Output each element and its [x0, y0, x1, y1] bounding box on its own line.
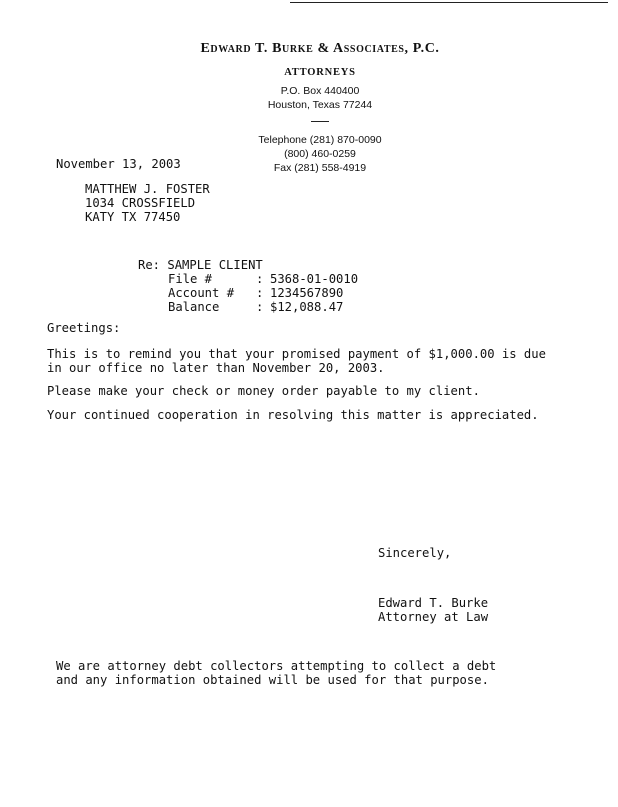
reference-row-colon: : — [256, 272, 264, 286]
disclaimer-line-2: and any information obtained will be used for that purpose. — [56, 673, 489, 687]
firm-subtitle: ATTORNEYS — [284, 67, 356, 78]
firm-toll-free: (800) 460-0259 — [284, 148, 356, 160]
reference-row-value: 1234567890 — [270, 286, 344, 300]
letter-date: November 13, 2003 — [56, 157, 181, 171]
valediction: Sincerely, — [378, 546, 452, 560]
body-paragraph-3: Your continued cooperation in resolving this matter is appreciated. — [47, 408, 539, 422]
reference-row-value: $12,088.47 — [270, 300, 344, 314]
disclaimer-line-1: We are attorney debt collectors attempting to collect a debt — [56, 659, 497, 673]
reference-row-value: 5368-01-0010 — [270, 272, 359, 286]
firm-telephone: Telephone (281) 870-0090 — [258, 134, 382, 146]
recipient-city-line: KATY TX 77450 — [85, 210, 181, 224]
reference-row-label: Account # — [168, 286, 235, 300]
reference-client: SAMPLE CLIENT — [167, 258, 263, 272]
reference-line — [138, 258, 263, 272]
recipient-street: 1034 CROSSFIELD — [85, 196, 196, 210]
top-edge-rule — [290, 2, 608, 3]
reference-row-label: File # — [168, 272, 213, 286]
reference-row-file — [168, 272, 358, 286]
firm-po-box: P.O. Box 440400 — [280, 85, 360, 97]
reference-row-colon: : — [256, 300, 264, 314]
body-paragraph-1-line-2: in our office no later than November 20, 2003. — [47, 361, 385, 375]
greeting: Greetings: — [47, 321, 121, 335]
reference-row-label: Balance — [168, 300, 220, 314]
signer-title: Attorney at Law — [378, 610, 489, 624]
firm-name: Edward T. Burke & Associates, P.C. — [200, 41, 440, 56]
reference-row-colon: : — [256, 286, 264, 300]
letterhead-divider — [311, 121, 329, 122]
signer-name: Edward T. Burke — [378, 596, 489, 610]
reference-row-balance — [168, 300, 343, 314]
re-label: Re: — [138, 258, 161, 272]
firm-city-line: Houston, Texas 77244 — [267, 99, 373, 111]
firm-fax: Fax (281) 558-4919 — [273, 162, 367, 174]
recipient-name: MATTHEW J. FOSTER — [85, 182, 210, 196]
reference-row-account — [168, 286, 343, 300]
body-paragraph-1-line-1: This is to remind you that your promised payment of $1,000.00 is due — [47, 347, 546, 361]
body-paragraph-2: Please make your check or money order payable to my client. — [47, 384, 480, 398]
